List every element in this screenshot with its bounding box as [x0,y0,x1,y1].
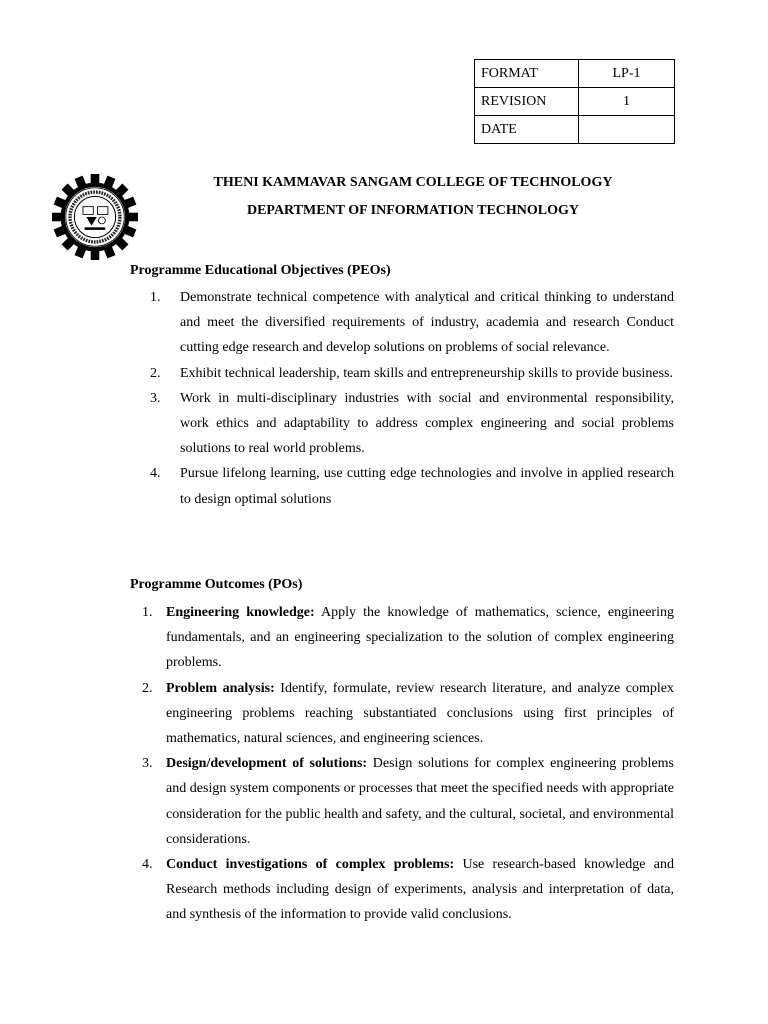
date-row [475,116,675,144]
po-item [142,751,674,852]
department-name: DEPARTMENT OF INFORMATION TECHNOLOGY [246,203,580,218]
po-text: Identify, formulate, review research literature, and analyze complex engineering problems reaching substantiated conclusions using first principles of mathematics, natural sciences, and engineering sciences. [166,680,674,747]
format-value: LP-1 [579,60,675,88]
po-number: 4. [142,857,153,873]
po-title: Engineering knowledge: [166,605,315,620]
po-title: Problem analysis: [166,680,275,696]
po-number: 1. [142,605,153,620]
peo-item [150,361,674,386]
po-text: Design solutions for complex engineering problems and design system components or processes that meet the specified needs with appropriate consideration for the public health and safety, and the cultural, societal, and environmental considerations. [166,756,674,847]
peos-list [150,285,674,512]
peo-number: 1. [150,290,161,305]
college-emblem-gear-icon [52,174,138,260]
po-item [142,852,674,928]
revision-row [475,88,675,116]
revision-value: 1 [579,88,675,116]
peo-text: Exhibit technical leadership, team skills and entrepreneurship skills to provide business. [180,365,674,381]
revision-key: REVISION [475,88,579,116]
format-key: FORMAT [475,60,579,88]
po-title: Conduct investigations of complex problems: [166,857,455,873]
date-key: DATE [475,116,579,144]
pos-list [142,600,674,928]
peo-number: 2. [150,365,161,381]
college-name: THENI KAMMAVAR SANGAM COLLEGE OF TECHNOLOGY [213,175,613,190]
format-row [475,60,675,88]
format-table [474,59,675,144]
peo-number: 4. [150,466,161,482]
po-number: 2. [142,680,153,696]
date-value [579,116,675,144]
peos-heading: Programme Educational Objectives (PEOs) [130,263,391,278]
po-number: 3. [142,756,153,772]
peo-text: Pursue lifelong learning, use cutting edge technologies and involve in applied research to design optimal solutions [180,466,674,507]
po-text: Use research-based knowledge and Research methods including design of experiments, analysis and interpretation of data, and synthesis of the information to provide valid conclusions. [166,857,674,923]
po-text: Apply the knowledge of mathematics, science, engineering fundamentals, and an engineering specialization to the solution of complex engineering problems. [166,605,674,671]
peo-item [150,461,674,511]
peo-item [150,285,674,361]
po-title: Design/development of solutions: [166,756,368,772]
peo-number: 3. [150,390,161,406]
pos-heading: Programme Outcomes (POs) [130,577,303,592]
po-item [142,600,674,676]
peo-item [150,386,674,462]
po-item [142,676,674,752]
peo-text: Demonstrate technical competence with analytical and critical thinking to understand and meet the diversified requirements of industry, academia and research Conduct cutting edge research and develop solutions on problems of social relevance. [180,290,674,356]
peo-text: Work in multi-disciplinary industries with social and environmental responsibility, work ethics and adaptability to address complex engineering and social problems solutions to real world problems. [180,390,674,457]
